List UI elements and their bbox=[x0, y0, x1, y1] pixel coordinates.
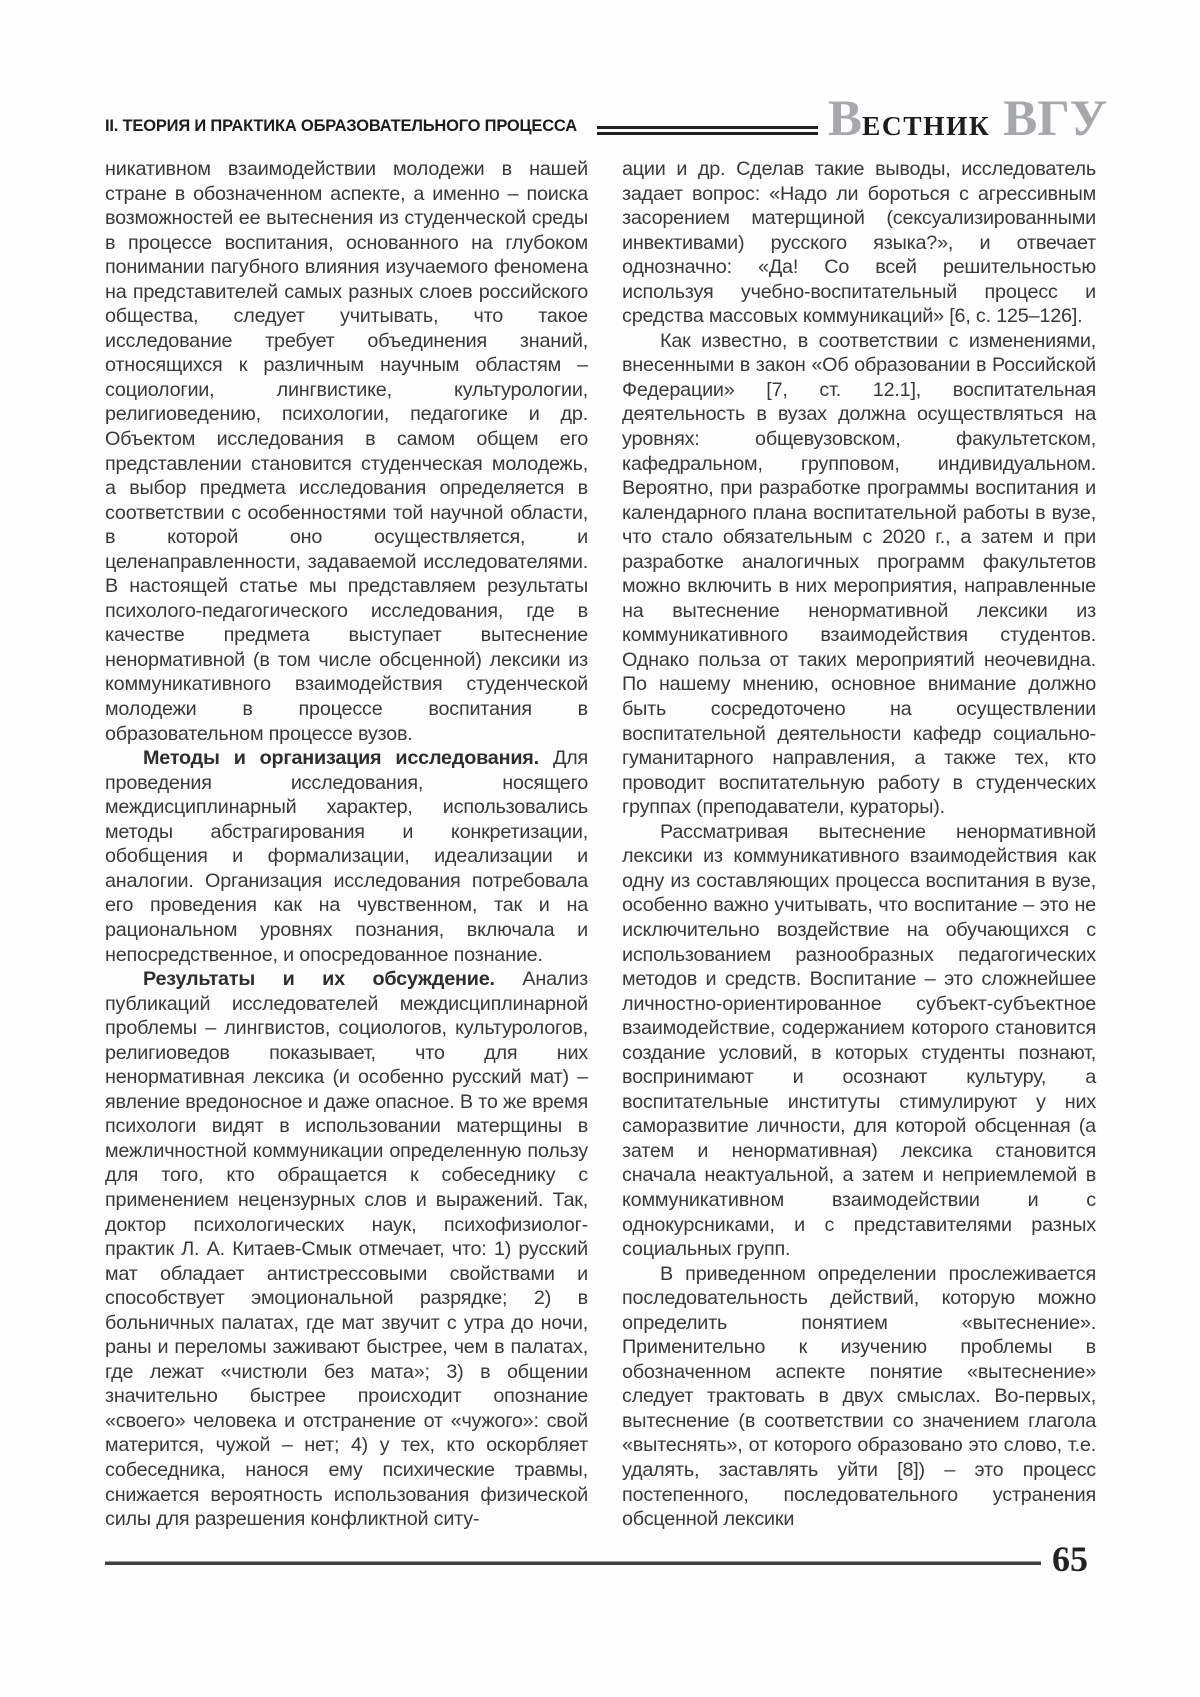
logo-initial-letter: В bbox=[828, 91, 863, 147]
article-left-column bbox=[105, 157, 588, 1531]
paragraph-text: Как известно, в соответствии с изменениями, внесенными в закон «Об образовании в Российской Федерации» [7, ст. 12.1], воспитательная деятельность в вузах должна осуществляться на уровнях: общевузовском, факультетском, кафедральном, групповом, индивидуальном. Вероятно, при разработке программы воспитания и календарного плана воспитательной работы в вузе, что стало обязательным с 2020 г., а затем и при разработке аналогичных программ факультетов можно включить в них мероприятия, направленные на вытеснение ненормативной лексики из коммуникативного взаимодействия студентов. Однако польза от таких мероприятий неочевидна. По нашему мнению, основное внимание должно быть сосредоточено на осуществлении воспитательной деятельности кафедр социально-гуманитарного направления, а также тех, кто проводит воспитательную работу в студенческих группах (преподаватели, кураторы). bbox=[622, 329, 1096, 819]
article-right-column bbox=[622, 157, 1096, 1531]
section-heading-methods: Методы и организация исследования. bbox=[143, 747, 539, 770]
paragraph-text: ации и др. Сделав такие выводы, исследователь задает вопрос: «Надо ли бороться с агрессивным засорением матерщиной (сексуализированными инвективами) русского языка?», и отвечает однозначно: «Да! Со всей решительностью используя учебно-воспитательный процесс и средства массовых коммуникаций» [6, с. 125–126]. bbox=[622, 158, 1096, 328]
paragraph bbox=[105, 967, 588, 1532]
logo-university-abbreviation: ВГУ bbox=[1003, 91, 1108, 147]
header-double-rule bbox=[597, 126, 818, 135]
paragraph-text: Рассматривая вытеснение ненормативной лексики из коммуникативного взаимодействия как одну из составляющих процесса воспитания в вузе, особенно важно учитывать, что воспитание – это не исключительно воздействие на обучающихся с использованием разнообразных педагогических методов и средств. Воспитание – это сложнейшее личностно-ориентированное субъект-субъектное взаимодействие, содержанием которого становится создание условий, в которых студенты познают, воспринимают и осознают культуру, а воспитательные институты стимулируют у них саморазвитие личности, для которой обсценная (а затем и ненормативная) лексика становится сначала неактуальной, а затем и неприемлемой в коммуникативном взаимодействии и с однокурсниками, и с представителями разных социальных групп. bbox=[622, 820, 1096, 1261]
paragraph bbox=[105, 157, 588, 746]
paragraph-text: Для проведения исследования, носящего междисциплинарный характер, использовались методы абстрагирования и конкретизации, обобщения и формализации, идеализации и аналогии. Организация исследования потребовала его проведения как на чувственном, так и на рациональном уровнях познания, включала и непосредственное, и опосредованное познание. bbox=[105, 747, 588, 966]
paragraph-text: никативном взаимодействии молодежи в нашей стране в обозначенном аспекте, а именно – поиска возможностей ее вытеснения из студенческой среды в процессе воспитания, основанного на глубоком понимании пагубного влияния изучаемого феномена на представителей самых разных слоев российского общества, следует учитывать, что такое исследование требует объединения знаний, относящихся к различным научным областям – социологии, лингвистике, культурологии, религиоведению, психологии, педагогике и др. Объектом исследования в самом общем его представлении становится студенческая молодежь, а выбор предмета исследования определяется в соответствии с особенностями той научной области, в которой оно осуществляется, и целенаправленности, задаваемой исследователями. В настоящей статье мы представляем результаты психолого-педагогического исследования, где в качестве предмета выступает вытеснение ненормативной (в том числе обсценной) лексики из коммуникативного взаимодействия студенческой молодежи в процессе воспитания в образовательном процессе вузов. bbox=[105, 158, 588, 745]
paragraph bbox=[622, 157, 1096, 329]
page-number: 65 bbox=[1052, 1539, 1088, 1579]
paragraph-text: В приведенном определении прослеживается последовательность действий, которую можно определить понятием «вытеснение». Применительно к изучению проблемы в обозначенном аспекте понятие «вытеснение» следует трактовать в двух смыслах. Во-первых, вытеснение (в соответствии со значением глагола «вытеснять», от которого образовано это слово, т.е. удалять, заставлять уйти [8]) – это процесс постепенного, последовательного устранения обсценной лексики bbox=[622, 1262, 1096, 1531]
section-heading-results: Результаты и их обсуждение. bbox=[143, 968, 495, 991]
paragraph bbox=[622, 820, 1096, 1262]
journal-logo bbox=[828, 91, 1108, 147]
paragraph-text: Анализ публикаций исследователей междисциплинарной проблемы – лингвистов, социологов, культурологов, религиоведов показывает, что для них ненормативная лексика (и особенно русский мат) – явление вредоносное и даже опасное. В то же время психологи видят в использовании матерщины в межличностной коммуникации определенную пользу для того, кто обращается к собеседнику с применением нецензурных слов и выражений. Так, доктор психологических наук, психофизиолог-практик Л. А. Китаев-Смык отмечает, что: 1) русский мат обладает антистрессовыми свойствами и способствует эмоциональной разрядке; 2) в больничных палатах, где мат звучит с утра до ночи, раны и переломы заживают быстрее, чем в палатах, где лежат «чистюли без мата»; 3) в общении значительно быстрее происходит опознание «своего» человека и отстранение от «чужого»: свой матерится, чужой – нет; 4) у тех, кто оскорбляет собеседника, нанося ему психические травмы, снижается вероятность использования физической силы для разрешения конфликтной ситу- bbox=[105, 968, 588, 1531]
section-title: II. ТЕОРИЯ И ПРАКТИКА ОБРАЗОВАТЕЛЬНОГО ПРОЦЕССА bbox=[105, 117, 577, 135]
paragraph bbox=[622, 1262, 1096, 1532]
paragraph bbox=[105, 746, 588, 967]
logo-word-rest: ЕСТНИК bbox=[862, 110, 991, 141]
footer-rule bbox=[105, 1562, 1041, 1565]
paragraph bbox=[622, 329, 1096, 820]
